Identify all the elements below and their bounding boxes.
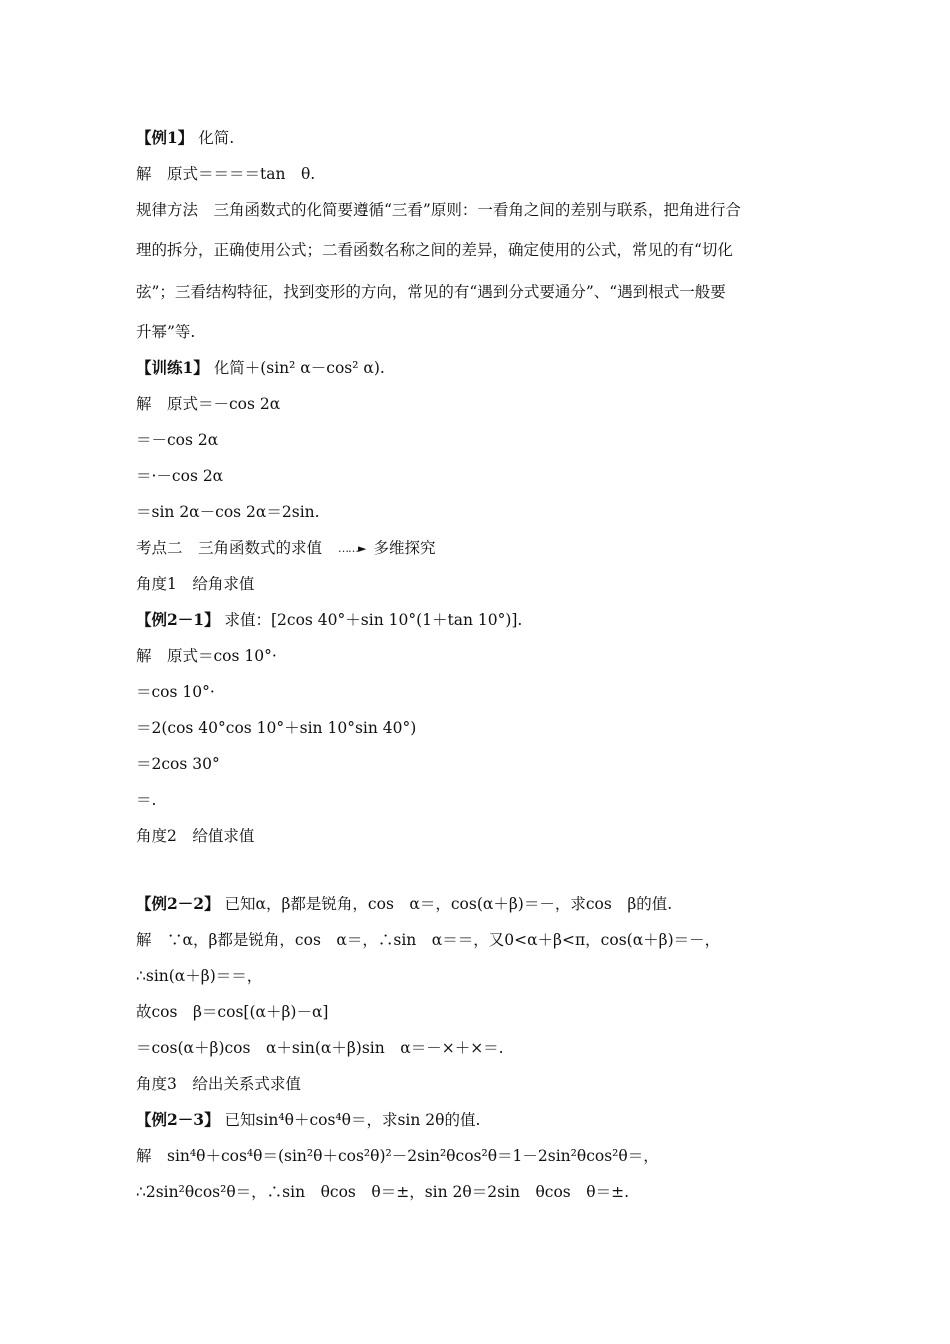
line-text: ＝sin 2α－cos 2α＝2sin.	[136, 503, 320, 521]
example-2-3-line	[136, 1110, 820, 1130]
side-note-text: 多维探究	[373, 539, 436, 557]
example-2-2-line	[136, 894, 820, 914]
angle-2-heading	[136, 826, 820, 846]
example-1-line	[136, 128, 820, 148]
line-text: 解 ∵α，β都是锐角，cos α＝，∴sin α＝＝，又0<α＋β<π，cos(α＋β)＝－，	[136, 931, 721, 949]
example-label: 【例1】	[136, 128, 194, 147]
solution-line	[136, 164, 820, 184]
line-text: 已知sin⁴θ＋cos⁴θ＝，求sin 2θ的值.	[219, 1111, 481, 1129]
training-1-line	[136, 358, 820, 378]
line-text: 求值：[2cos 40°＋sin 10°(1＋tan 10°)].	[219, 611, 523, 629]
line-text: ＝cos(α＋β)cos α＋sin(α＋β)sin α＝－×＋×＝.	[136, 1039, 504, 1057]
derivation-line	[136, 682, 820, 702]
derivation-line	[136, 790, 820, 810]
line-text: 规律方法 三角函数式的化简要遵循“三看”原则：一看角之间的差别与联系，把角进行合	[136, 201, 741, 219]
line-text: 化简.	[193, 129, 235, 147]
method-line-3	[136, 282, 820, 302]
solution-line	[136, 646, 820, 666]
method-line-2	[136, 240, 820, 260]
line-text: 角度3 给出关系式求值	[136, 1075, 301, 1093]
method-line-1	[136, 200, 820, 220]
derivation-line	[136, 502, 820, 522]
line-text: ＝2cos 30°	[136, 755, 220, 773]
line-text: ＝2(cos 40°cos 10°＋sin 10°sin 40°)	[136, 719, 417, 737]
arrow-icon: ……►	[338, 542, 366, 555]
line-text: 解 原式＝＝＝＝tan θ.	[136, 165, 316, 183]
derivation-line	[136, 466, 820, 486]
angle-3-heading	[136, 1074, 820, 1094]
line-text: ＝－cos 2α	[136, 431, 219, 449]
line-text: 解 原式＝cos 10°·	[136, 647, 277, 665]
example-2-1-line	[136, 610, 820, 630]
solution-line	[136, 1146, 820, 1166]
example-label: 【例2－1】	[136, 610, 220, 629]
derivation-line	[136, 430, 820, 450]
line-text: ∴sin(α＋β)＝＝，	[136, 967, 263, 985]
line-text: 角度2 给值求值	[136, 827, 255, 845]
line-text: 已知α，β都是锐角，cos α＝，cos(α＋β)＝－，求cos β的值.	[219, 895, 673, 913]
line-text: 理的拆分，正确使用公式；二看函数名称之间的差异，确定使用的公式，常见的有“切化	[136, 241, 733, 259]
line-text: 解 原式＝－cos 2α	[136, 395, 281, 413]
line-text: ＝cos 10°·	[136, 683, 215, 701]
example-label: 【例2－3】	[136, 1110, 220, 1129]
derivation-line	[136, 966, 820, 986]
derivation-line	[136, 1038, 820, 1058]
line-text: 化简＋(sin² α－cos² α).	[208, 359, 385, 377]
line-text: ＝·－cos 2α	[136, 467, 224, 485]
example-label: 【例2－2】	[136, 894, 220, 913]
line-text: 角度1 给角求值	[136, 575, 255, 593]
angle-1-heading	[136, 574, 820, 594]
derivation-line	[136, 1002, 820, 1022]
derivation-line	[136, 1182, 820, 1202]
solution-line	[136, 394, 820, 414]
derivation-line	[136, 754, 820, 774]
line-text: 考点二 三角函数式的求值	[136, 539, 323, 557]
solution-line	[136, 930, 820, 950]
method-line-4	[136, 322, 820, 342]
line-text: ＝.	[136, 791, 157, 809]
line-text: 升幂”等.	[136, 323, 196, 341]
line-text: 故cos β＝cos[(α＋β)－α]	[136, 1003, 329, 1021]
line-text: 弦”；三看结构特征，找到变形的方向，常见的有“遇到分式要通分”、“遇到根式一般要	[136, 283, 726, 301]
line-text: 解 sin⁴θ＋cos⁴θ＝(sin²θ＋cos²θ)²－2sin²θcos²θ＝1－2sin²θcos²θ＝，	[136, 1147, 659, 1165]
section-heading	[136, 538, 820, 559]
line-text: ∴2sin²θcos²θ＝，∴sin θcos θ＝±，sin 2θ＝2sin θcos θ＝±.	[136, 1183, 630, 1201]
derivation-line	[136, 718, 820, 738]
training-label: 【训练1】	[136, 358, 209, 377]
